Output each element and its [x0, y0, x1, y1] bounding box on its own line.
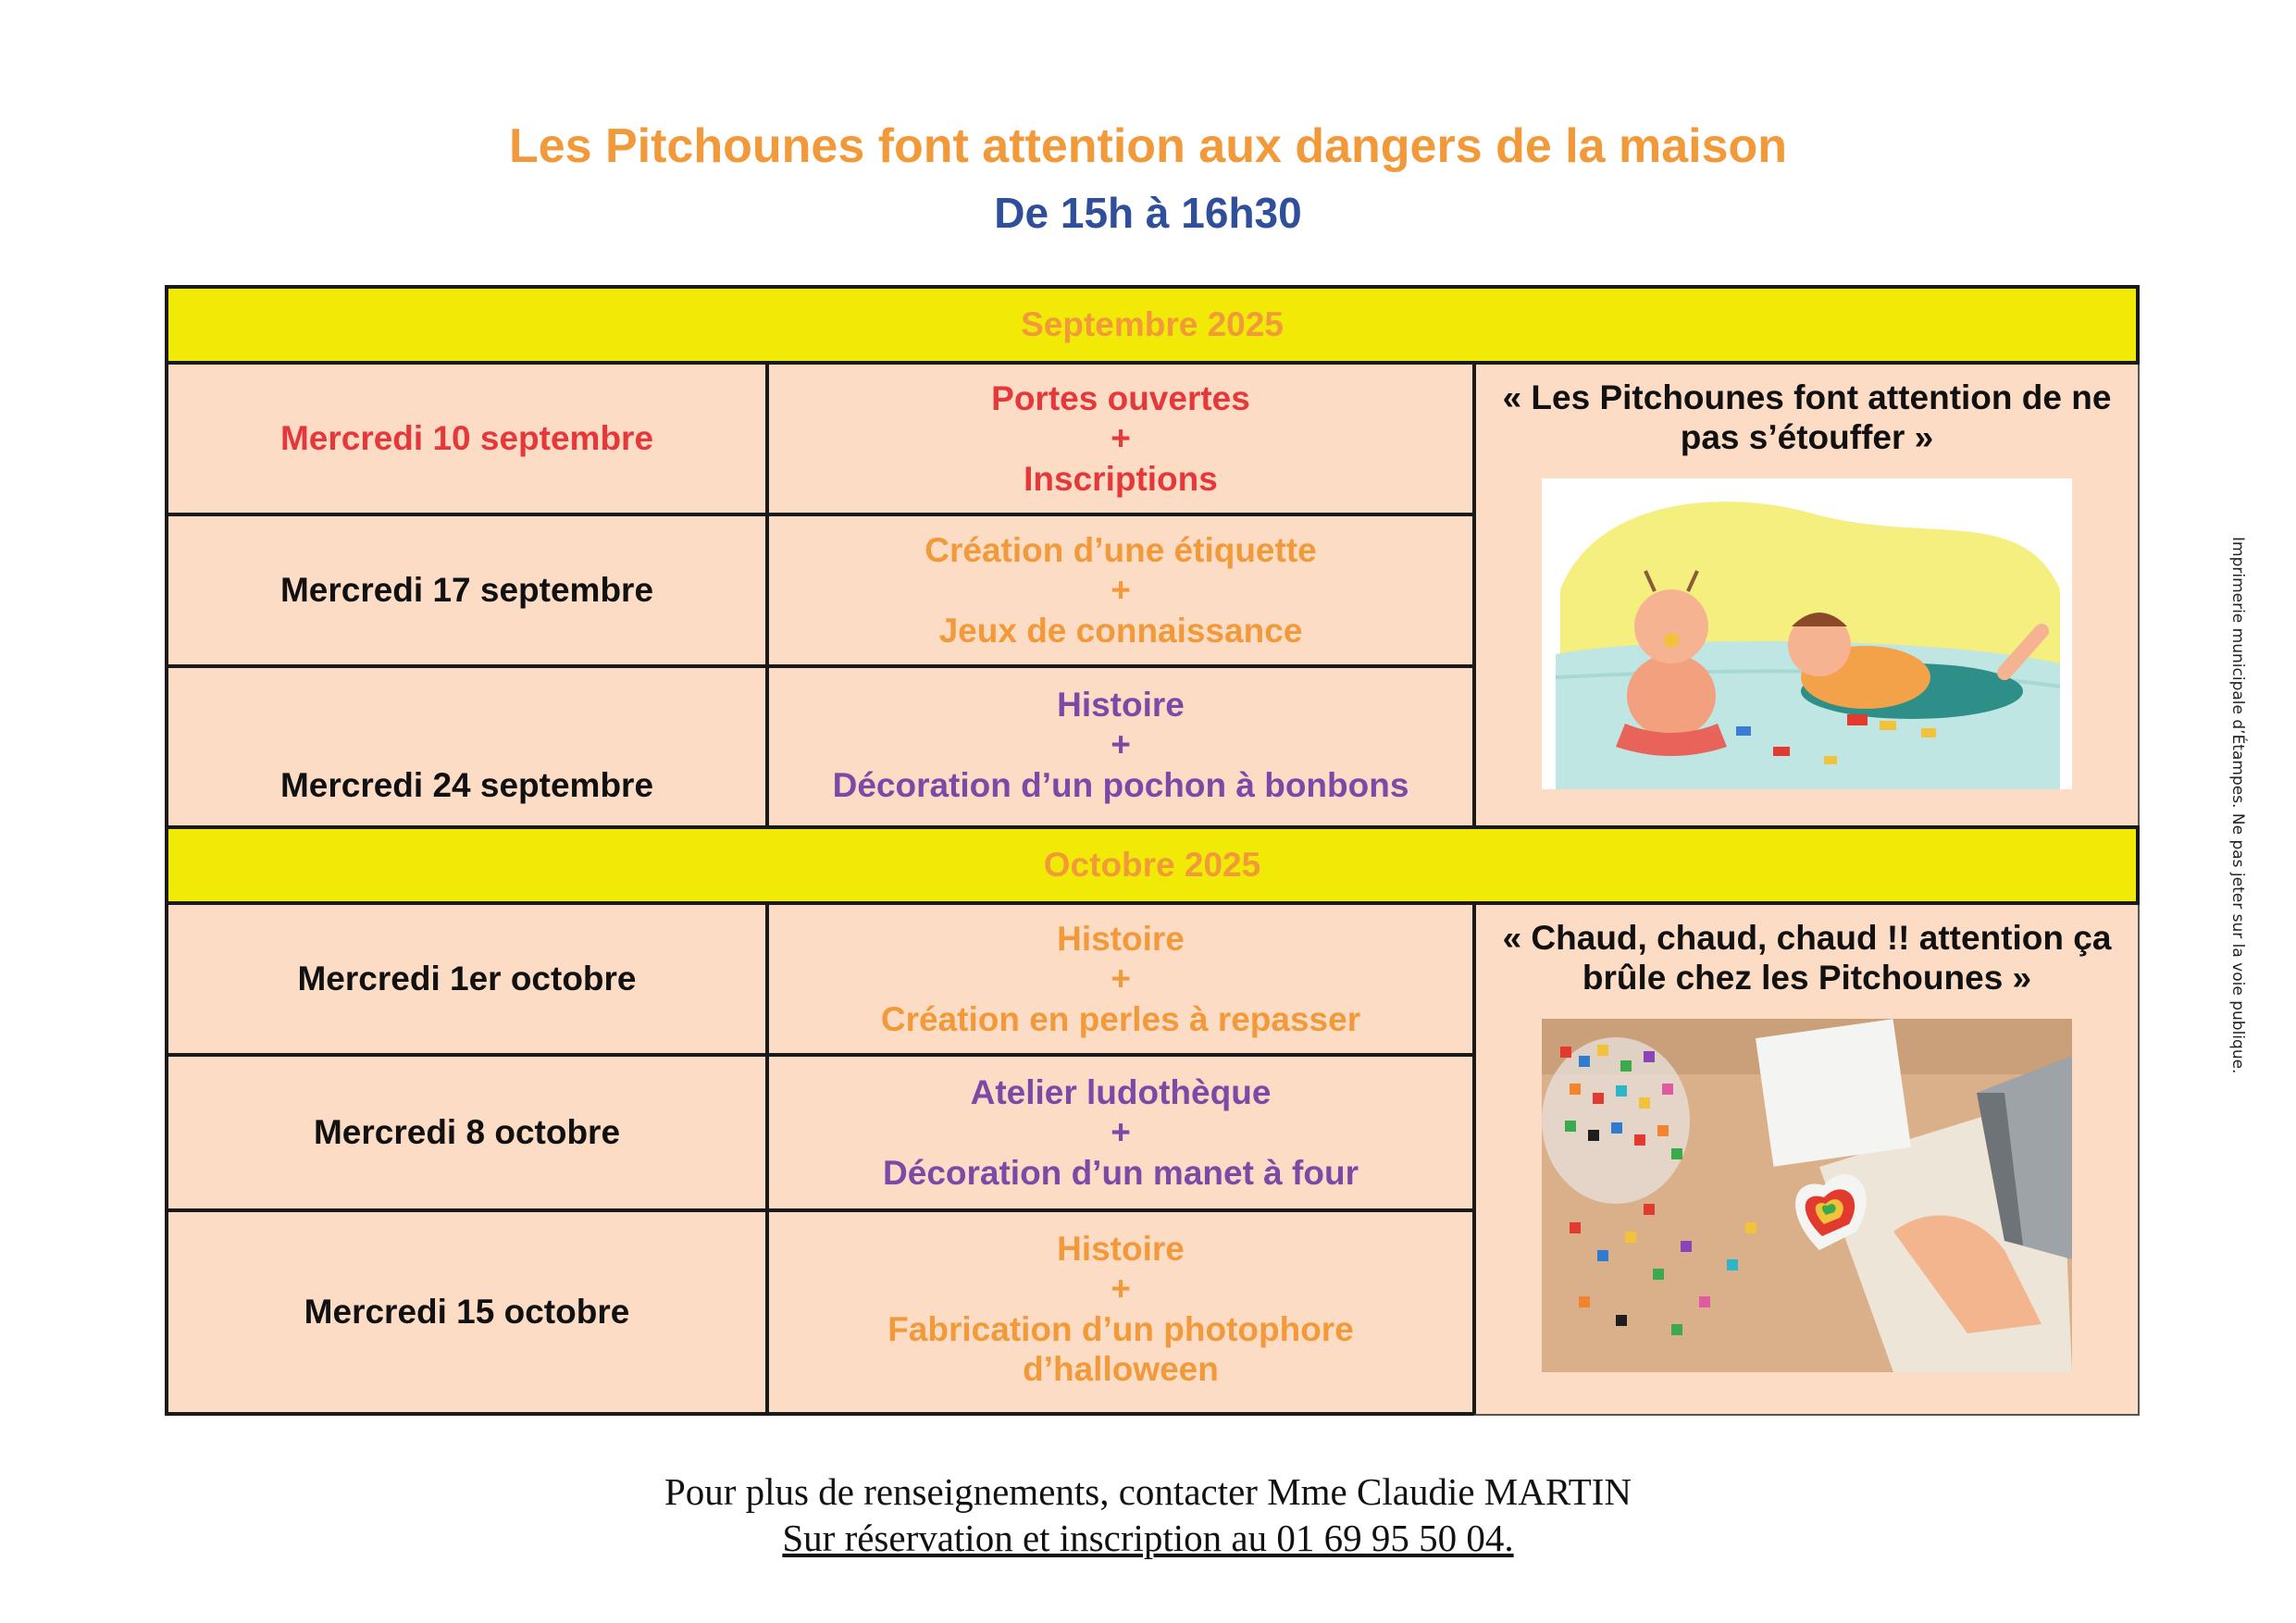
activity-line: Jeux de connaissance — [938, 611, 1303, 650]
activity-plus: + — [1111, 725, 1131, 764]
activity-line: Décoration d’un pochon à bonbons — [832, 765, 1409, 804]
activity-plus: + — [1111, 1113, 1131, 1152]
activity-line: Décoration d’un manet à four — [883, 1153, 1359, 1192]
activity-line: Histoire — [1057, 920, 1185, 959]
date-cell: Mercredi 10 septembre — [165, 361, 769, 516]
activity-cell — [765, 1208, 1476, 1416]
fuse-beads-image — [1542, 1019, 2072, 1372]
booking-info: Sur réservation et inscription au 01 69 95 50 04. — [782, 1517, 1514, 1559]
activity-cell — [765, 1053, 1476, 1212]
month-header-october: Octobre 2025 — [165, 825, 2140, 905]
activity-cell — [765, 664, 1476, 829]
activity-line: Inscriptions — [1024, 459, 1218, 498]
theme-title: « Les Pitchounes font attention de ne pas s’étouffer » — [1502, 378, 2112, 457]
theme-cell-september — [1472, 365, 2140, 829]
theme-cell-october — [1472, 905, 2140, 1416]
illustration-children-playing — [1542, 478, 2072, 789]
activity-plus: + — [1111, 1270, 1131, 1308]
activity-line: Création en perles à repasser — [880, 999, 1361, 1038]
date-cell: Mercredi 24 septembre — [165, 664, 769, 829]
page-title: Les Pitchounes font attention aux dangers de la maison — [508, 119, 1788, 173]
theme-title: « Chaud, chaud, chaud !! attention ça brûle chez les Pitchounes » — [1502, 919, 2112, 997]
contact-info: Pour plus de renseignements, contacter Mme Claudie MARTIN — [664, 1470, 1632, 1513]
date-cell: Mercredi 1er octobre — [165, 901, 769, 1057]
activity-cell — [765, 361, 1476, 516]
date-cell: Mercredi 17 septembre — [165, 513, 769, 668]
month-header-september: Septembre 2025 — [165, 285, 2140, 365]
date-cell: Mercredi 15 octobre — [165, 1208, 769, 1416]
children-playing-image — [1542, 478, 2072, 789]
illustration-ironing-beads — [1542, 1019, 2072, 1372]
date-cell: Mercredi 8 octobre — [165, 1053, 769, 1212]
activity-line: Portes ouvertes — [991, 379, 1250, 418]
activity-cell — [765, 513, 1476, 668]
schedule-table — [165, 285, 2140, 1416]
activity-line: d’halloween — [1023, 1349, 1219, 1388]
activity-plus: + — [1111, 960, 1131, 998]
activity-line: Fabrication d’un photophore — [887, 1309, 1354, 1348]
activity-line: Histoire — [1057, 1230, 1185, 1268]
session-hours: De 15h à 16h30 — [994, 189, 1302, 237]
activity-line: Histoire — [1057, 686, 1185, 724]
printer-note: Imprimerie municipale d’Étampes. Ne pas jeter sur la voie publique. — [2228, 537, 2247, 1074]
activity-plus: + — [1111, 419, 1131, 458]
activity-cell — [765, 901, 1476, 1057]
activity-line: Atelier ludothèque — [970, 1073, 1272, 1112]
activity-plus: + — [1111, 571, 1131, 610]
activity-line: Création d’une étiquette — [925, 531, 1317, 570]
